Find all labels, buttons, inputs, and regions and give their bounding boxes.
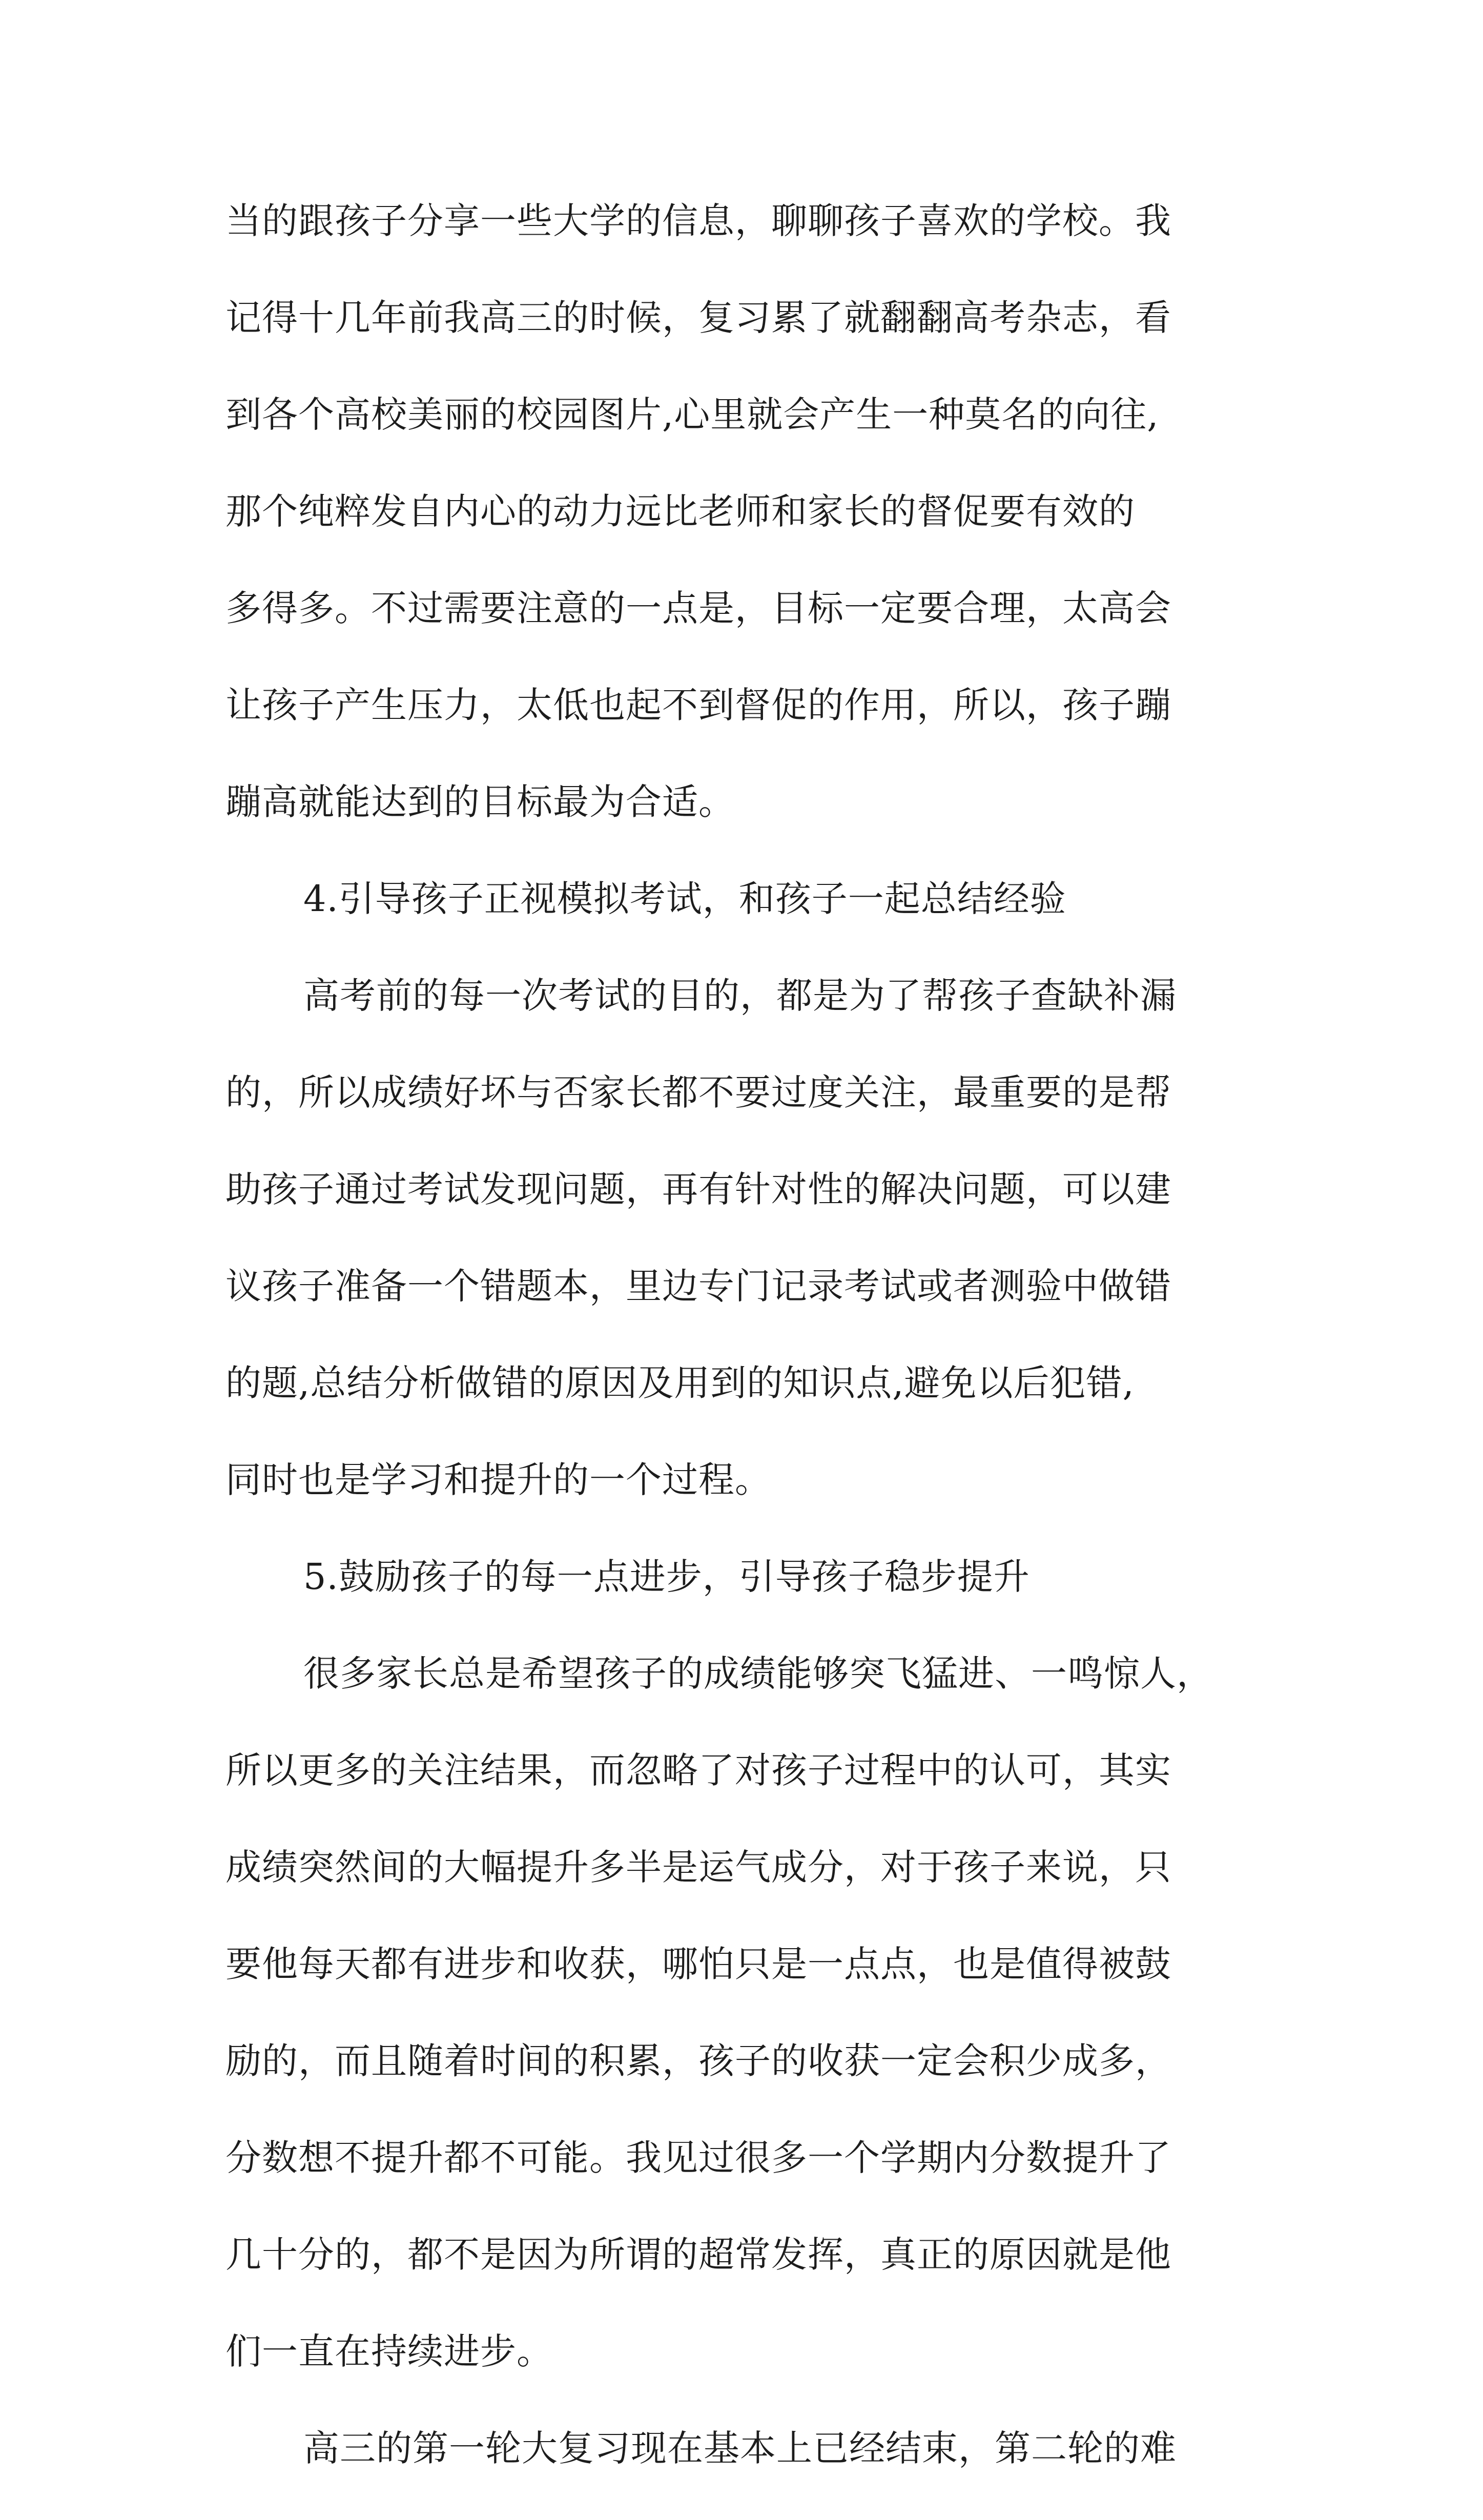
section-heading-5: 5.鼓励孩子的每一点进步，引导孩子稳步提升 (303, 1556, 1030, 1598)
body-line: 当的跟孩子分享一些大学的信息，聊聊孩子喜欢的学校。我 (225, 200, 1171, 242)
body-line: 多得多。不过需要注意的一点是，目标一定要合理，太高会 (225, 587, 1171, 629)
body-line: 分数想不提升都不可能。我见过很多一个学期内分数提升了 (225, 2137, 1171, 2179)
section-heading-4: 4.引导孩子正视模拟考试，和孩子一起总结经验 (303, 878, 1066, 920)
document-body (225, 196, 1291, 2520)
body-line: 让孩子产生压力，太低也起不到督促的作用，所以，孩子蹦 (225, 684, 1171, 726)
body-line: 高考前的每一次考试的目的，都是为了帮孩子查缺补漏 (303, 975, 1177, 1017)
body-line: 同时也是学习和提升的一个过程。 (225, 1459, 771, 1501)
body-line: 记得十几年前我高三的时候，复习累了就翻翻高考杂志，看 (225, 297, 1171, 339)
body-line: 到各个高校美丽的校园图片,心里就会产生一种莫名的向往, (225, 394, 1159, 436)
body-line: 的题,总结分析做错的原因及用到的知识点,避免以后犯错, (225, 1362, 1135, 1404)
body-line: 要他每天都有进步和收获，哪怕只是一点点，也是值得被鼓 (225, 1943, 1171, 1985)
body-line: 议孩子准备一个错题本，里边专门记录考试或者测验中做错 (225, 1265, 1171, 1307)
body-line: 所以更多的关注结果，而忽略了对孩子过程中的认可，其实 (225, 1749, 1171, 1791)
body-line: 助孩子通过考试发现问题，再有针对性的解决问题，可以建 (225, 1168, 1171, 1210)
body-line: 几十分的，都不是因为所谓的超常发挥，真正的原因就是他 (225, 2234, 1171, 2276)
body-line: 那个纯粹发自内心的动力远比老师和家长的督促要有效的 (225, 490, 1135, 532)
body-line: 蹦高就能达到的目标最为合适。 (225, 781, 735, 823)
body-line: 很多家长总是希望孩子的成绩能够突飞猛进、一鸣惊人， (303, 1653, 1213, 1695)
body-line: 的，所以成绩好坏与否家长都不要过度关注，最重要的是帮 (225, 1071, 1171, 1113)
body-line: 励的，而且随着时间的积累，孩子的收获一定会积少成多， (225, 2040, 1171, 2082)
body-line: 成绩突然间的大幅提升多半是运气成分，对于孩子来说，只 (225, 1846, 1171, 1888)
body-line: 们一直在持续进步。 (225, 2330, 553, 2372)
body-line: 高三的第一轮大复习现在基本上已经结束，第二轮的难 (303, 2427, 1177, 2469)
